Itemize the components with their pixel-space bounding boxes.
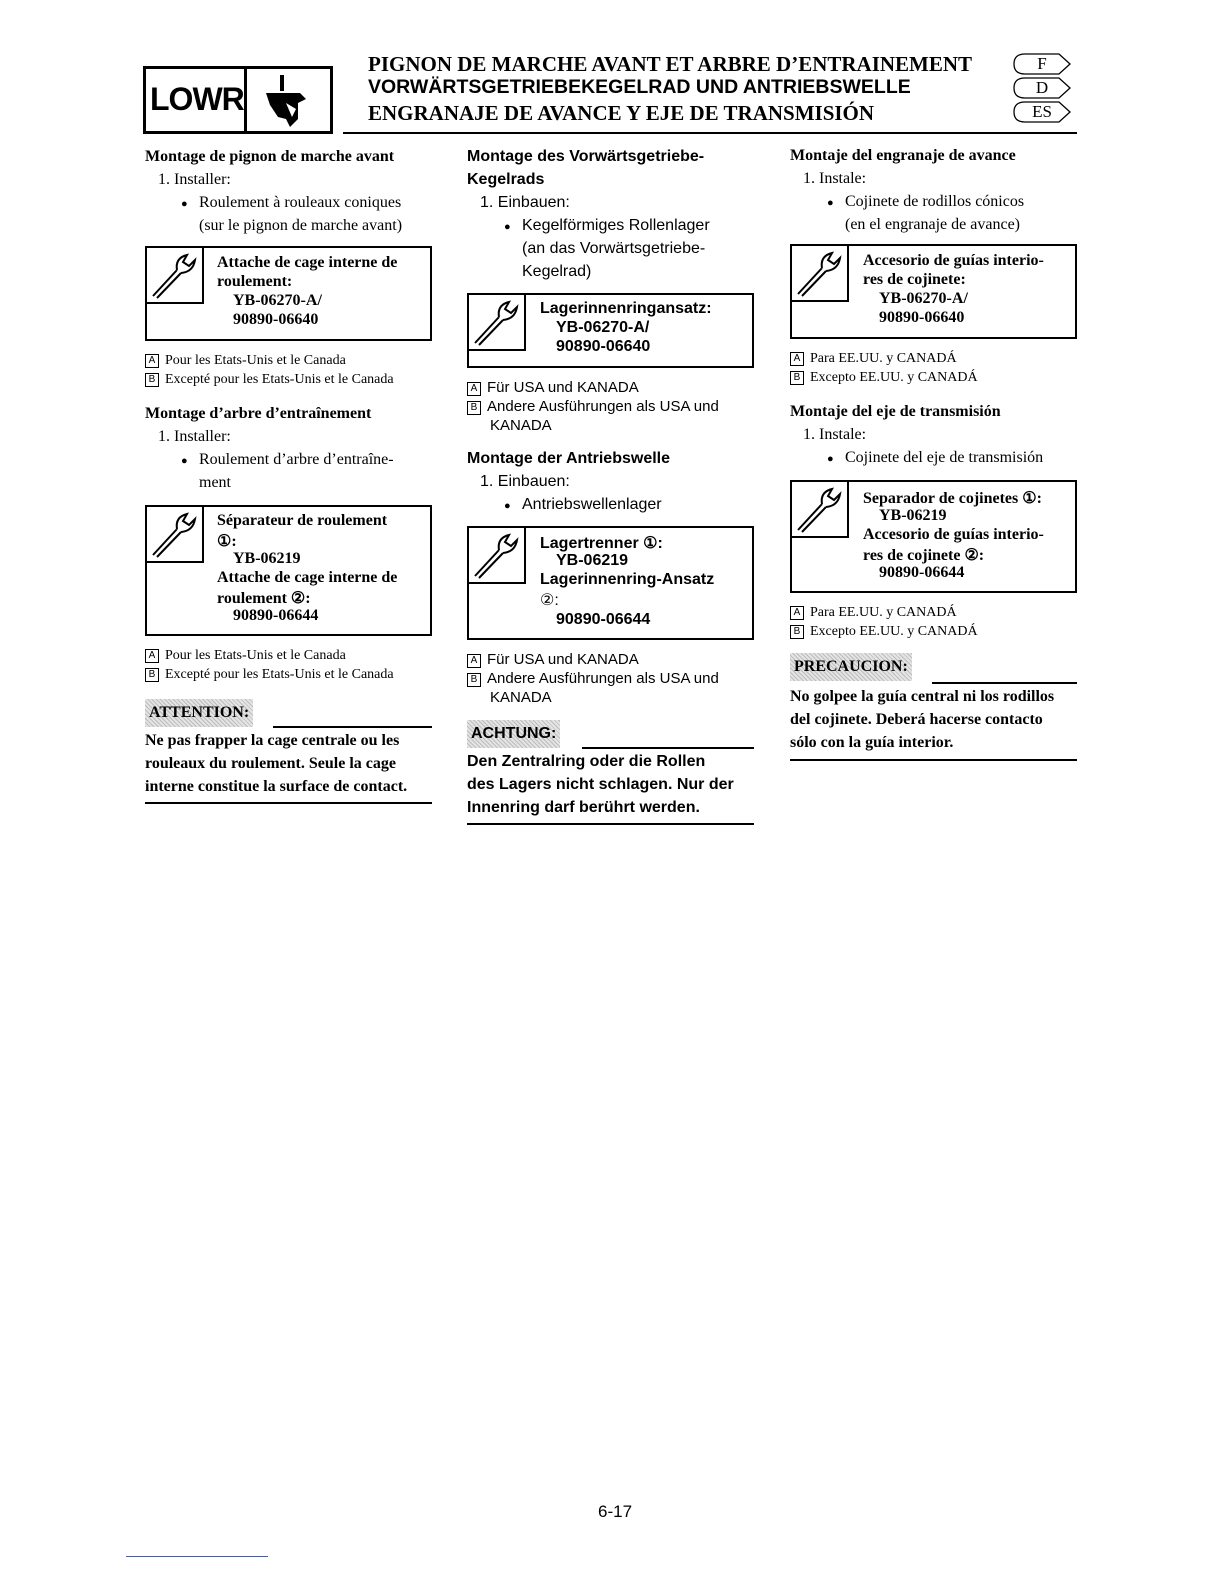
bullet-item: ● Roulement d’arbre d’entraîne- bbox=[199, 451, 394, 469]
tool-icon bbox=[792, 246, 849, 302]
tool-name: Separador de cojinetes ①: bbox=[863, 490, 1042, 507]
marker-a: A bbox=[467, 382, 481, 396]
step-text: 1. Einbauen: bbox=[480, 194, 570, 211]
step-text: 1. Einbauen: bbox=[480, 473, 570, 490]
section-code: LOWR bbox=[150, 81, 244, 117]
tool-icon bbox=[469, 295, 526, 351]
lang-badge-fr bbox=[1013, 53, 1071, 75]
tool-icon bbox=[147, 507, 204, 563]
note-text: Excepto EE.UU. y CANADÁ bbox=[810, 624, 978, 639]
warning-text: des Lagers nicht schlagen. Nur der bbox=[467, 776, 734, 793]
tool-part-number: 90890-06640 bbox=[879, 309, 965, 326]
marker-b: B bbox=[790, 625, 804, 639]
note-b bbox=[145, 667, 394, 683]
marker-b: B bbox=[790, 371, 804, 385]
propeller-shaft-icon bbox=[256, 73, 326, 131]
note-b-cont: KANADA bbox=[490, 689, 552, 706]
note-text: Für USA und KANADA bbox=[487, 379, 639, 396]
section-title: Montaje del engranaje de avance bbox=[790, 147, 1016, 164]
note-text: Andere Ausführungen als USA und bbox=[487, 398, 719, 415]
bullet-item: ● Antriebswellenlager bbox=[522, 496, 662, 514]
marker-b: B bbox=[467, 673, 481, 687]
lang-badge-de bbox=[1013, 77, 1071, 99]
special-tool-box bbox=[145, 246, 432, 341]
note-text: Excepto EE.UU. y CANADÁ bbox=[810, 370, 978, 385]
warning-text: Ne pas frapper la cage centrale ou les bbox=[145, 732, 400, 749]
tool-icon bbox=[469, 528, 526, 584]
marker-a: A bbox=[145, 649, 159, 663]
note-a bbox=[145, 648, 346, 664]
warning-text: No golpee la guía central ni los rodillos bbox=[790, 688, 1055, 705]
wrench-icon bbox=[792, 246, 847, 300]
tool-name: Attache de cage interne de bbox=[217, 569, 398, 586]
warning-text: Innenring darf berührt werden. bbox=[467, 799, 700, 816]
marker-a: A bbox=[467, 654, 481, 668]
note-text: Andere Ausführungen als USA und bbox=[487, 670, 719, 687]
badge-divider bbox=[244, 69, 247, 131]
step-text: 1. Instale: bbox=[803, 426, 867, 443]
bullet-item-cont: (en el engranaje de avance) bbox=[845, 216, 1020, 233]
warning-end-rule bbox=[467, 823, 754, 825]
tool-name: res de cojinete ②: bbox=[863, 547, 985, 564]
tool-part-number: YB-06270-A/ bbox=[233, 292, 322, 309]
section-badge bbox=[143, 66, 333, 134]
title-french: PIGNON DE MARCHE AVANT ET ARBRE D’ENTRAINEMENT bbox=[368, 52, 973, 76]
section-title: Montage de pignon de marche avant bbox=[145, 148, 395, 165]
note-b bbox=[467, 398, 719, 415]
note-b bbox=[790, 624, 978, 640]
marker-b: B bbox=[467, 401, 481, 415]
tool-name: Attache de cage interne de bbox=[217, 254, 398, 271]
wrench-icon bbox=[469, 295, 524, 349]
marker-b: B bbox=[145, 668, 159, 682]
warning-text: rouleaux du roulement. Seule la cage bbox=[145, 755, 396, 772]
bullet-item: ● Cojinete de rodillos cónicos bbox=[845, 193, 1024, 211]
section-title: Kegelrads bbox=[467, 171, 545, 188]
bullet-item-cont: ment bbox=[199, 474, 231, 491]
tool-name: roulement ②: bbox=[217, 590, 311, 607]
tool-name: Lagertrenner ①: bbox=[540, 535, 663, 552]
note-b bbox=[145, 372, 394, 388]
warning-rule bbox=[582, 747, 754, 749]
page-number: 6-17 bbox=[598, 1502, 633, 1521]
note-a bbox=[145, 353, 346, 369]
warning-text: del cojinete. Deberá hacerse contacto bbox=[790, 711, 1043, 728]
bullet-item: ● Kegelförmiges Rollenlager bbox=[522, 217, 710, 235]
note-text: Para EE.UU. y CANADÁ bbox=[810, 605, 957, 620]
header-rule bbox=[343, 132, 1077, 134]
section-title: Montage des Vorwärtsgetriebe- bbox=[467, 148, 705, 165]
warning-text: Den Zentralring oder die Rollen bbox=[467, 753, 706, 770]
wrench-icon bbox=[147, 507, 202, 561]
tool-part-number: 90890-06644 bbox=[233, 607, 319, 624]
marker-a: A bbox=[790, 606, 804, 620]
note-text: Excepté pour les Etats-Unis et le Canada bbox=[165, 372, 394, 387]
warning-label: ATTENTION: bbox=[145, 699, 253, 727]
marker-a: A bbox=[145, 354, 159, 368]
note-b bbox=[467, 670, 719, 687]
step-text: 1. Instale: bbox=[803, 170, 867, 187]
section-title: Montage der Antriebswelle bbox=[467, 450, 670, 467]
tool-part-number: 90890-06644 bbox=[879, 564, 965, 581]
warning-end-rule bbox=[145, 802, 432, 804]
note-b bbox=[790, 370, 978, 386]
tool-name: res de cojinete: bbox=[863, 271, 966, 288]
warning-rule bbox=[932, 682, 1077, 684]
tool-name: Lagerinnenringansatz: bbox=[540, 300, 712, 317]
footer-line bbox=[126, 1556, 268, 1557]
title-spanish: ENGRANAJE DE AVANCE Y EJE DE TRANSMISIÓN bbox=[368, 101, 875, 125]
note-text: Excepté pour les Etats-Unis et le Canada bbox=[165, 667, 394, 682]
wrench-icon bbox=[147, 248, 202, 302]
note-a bbox=[790, 351, 957, 367]
warning-end-rule bbox=[790, 759, 1077, 761]
tool-name: ②: bbox=[540, 592, 559, 609]
tool-icon bbox=[792, 482, 849, 538]
special-tool-box bbox=[145, 505, 432, 636]
section-title: Montaje del eje de transmisión bbox=[790, 403, 1001, 420]
special-tool-box bbox=[467, 526, 754, 640]
wrench-icon bbox=[469, 528, 524, 582]
tool-part-number: 90890-06644 bbox=[556, 611, 651, 628]
note-a bbox=[467, 651, 639, 668]
note-a bbox=[790, 605, 957, 621]
tool-icon bbox=[147, 248, 204, 304]
title-german: VORWÄRTSGETRIEBEKEGELRAD UND ANTRIEBSWELLE bbox=[368, 76, 911, 98]
tool-name: Lagerinnenring-Ansatz bbox=[540, 571, 715, 588]
warning-label: ACHTUNG: bbox=[467, 720, 560, 748]
wrench-icon bbox=[792, 482, 847, 536]
bullet-item: ● Roulement à rouleaux coniques bbox=[199, 194, 401, 212]
tool-name: Séparateur de roulement bbox=[217, 512, 388, 529]
note-text: Für USA und KANADA bbox=[487, 651, 639, 668]
warning-label: PRECAUCION: bbox=[790, 653, 912, 681]
note-text: Para EE.UU. y CANADÁ bbox=[810, 351, 957, 366]
tool-part-number: YB-06219 bbox=[879, 507, 947, 524]
note-text: Pour les Etats-Unis et le Canada bbox=[165, 648, 346, 663]
bullet-item: ● Cojinete del eje de transmisión bbox=[845, 449, 1043, 467]
lang-code: ES bbox=[1032, 102, 1052, 121]
lang-code: D bbox=[1035, 78, 1049, 97]
step-text: 1. Installer: bbox=[158, 428, 231, 445]
tool-part-number: YB-06270-A/ bbox=[556, 319, 650, 336]
tool-part-number: 90890-06640 bbox=[233, 311, 319, 328]
note-a bbox=[467, 379, 639, 396]
special-tool-box bbox=[790, 244, 1077, 339]
tool-name: Accesorio de guías interio- bbox=[863, 526, 1044, 543]
section-title: Montage d’arbre d’entraînement bbox=[145, 405, 372, 422]
bullet-item-cont: (sur le pignon de marche avant) bbox=[199, 217, 403, 234]
tool-part-number: YB-06270-A/ bbox=[879, 290, 968, 307]
tool-part-number: 90890-06640 bbox=[556, 338, 651, 355]
tool-part-number: YB-06219 bbox=[233, 550, 301, 567]
tool-part-number: YB-06219 bbox=[556, 552, 629, 569]
note-text: Pour les Etats-Unis et le Canada bbox=[165, 353, 346, 368]
tool-name: roulement: bbox=[217, 273, 293, 290]
lang-badge-es bbox=[1013, 101, 1071, 123]
tool-name: Accesorio de guías interio- bbox=[863, 252, 1044, 269]
marker-b: B bbox=[145, 373, 159, 387]
step-text: 1. Installer: bbox=[158, 171, 231, 188]
warning-text: interne constitue la surface de contact. bbox=[145, 778, 408, 795]
warning-text: sólo con la guía interior. bbox=[790, 734, 954, 751]
warning-rule bbox=[273, 726, 432, 728]
bullet-item-cont: (an das Vorwärtsgetriebe- bbox=[522, 240, 706, 257]
note-b-cont: KANADA bbox=[490, 417, 552, 434]
bullet-item-cont: Kegelrad) bbox=[522, 263, 592, 280]
special-tool-box bbox=[467, 293, 754, 368]
tool-name: ①: bbox=[217, 533, 237, 550]
lang-code: F bbox=[1037, 54, 1047, 73]
marker-a: A bbox=[790, 352, 804, 366]
special-tool-box bbox=[790, 480, 1077, 593]
